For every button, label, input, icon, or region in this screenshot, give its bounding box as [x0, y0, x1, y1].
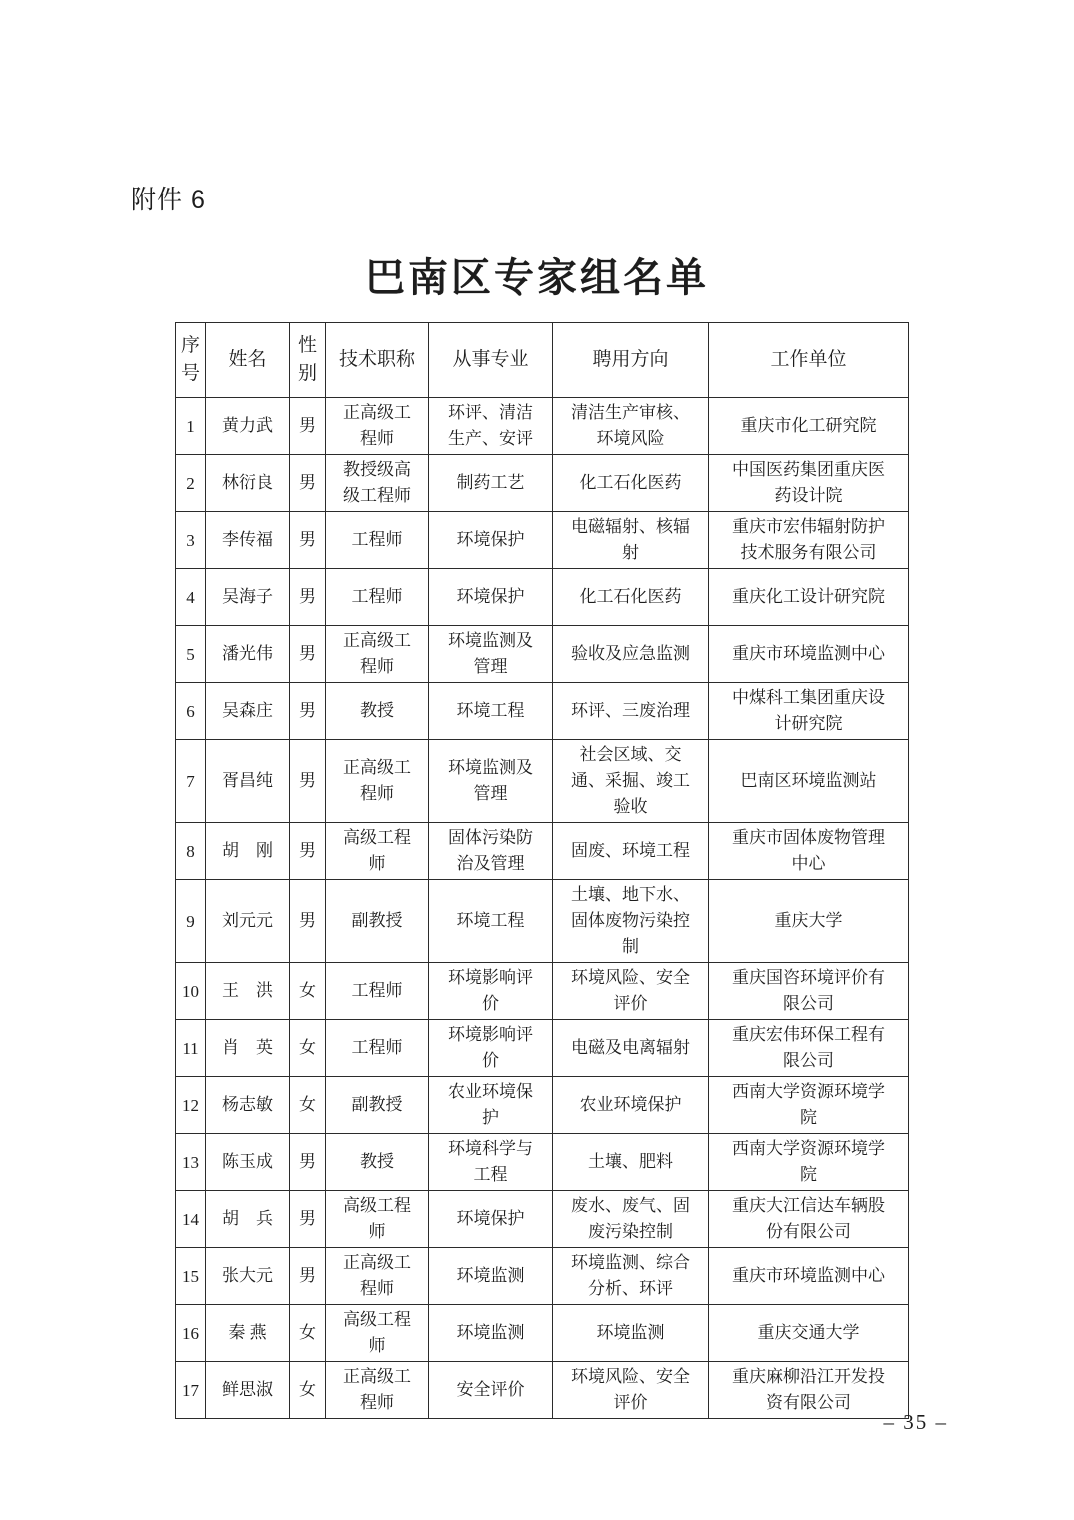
- cell-gender: 男: [290, 880, 326, 963]
- cell-unit: 重庆交通大学: [709, 1305, 909, 1362]
- cell-title: 高级工程师: [326, 1305, 429, 1362]
- cell-direction: 环境监测、综合分析、环评: [553, 1248, 709, 1305]
- cell-seq: 14: [176, 1191, 206, 1248]
- table-row: [176, 1305, 909, 1362]
- cell-major: 环境监测: [429, 1305, 553, 1362]
- cell-seq: 11: [176, 1020, 206, 1077]
- cell-name: 林衍良: [206, 455, 290, 512]
- cell-unit: 重庆大学: [709, 880, 909, 963]
- cell-direction: 社会区域、交通、采掘、竣工验收: [553, 740, 709, 823]
- cell-gender: 女: [290, 1305, 326, 1362]
- table-row: [176, 1077, 909, 1134]
- table-row: [176, 512, 909, 569]
- cell-title: 工程师: [326, 963, 429, 1020]
- cell-unit: 重庆市固体废物管理中心: [709, 823, 909, 880]
- table-row: [176, 569, 909, 626]
- table-row: [176, 1362, 909, 1419]
- table-row: [176, 880, 909, 963]
- table-row: [176, 1191, 909, 1248]
- table-row: [176, 823, 909, 880]
- cell-unit: 西南大学资源环境学院: [709, 1134, 909, 1191]
- page-number: – 35 –: [883, 1410, 948, 1434]
- table-row: [176, 740, 909, 823]
- cell-major: 环境工程: [429, 880, 553, 963]
- cell-direction: 电磁辐射、核辐射: [553, 512, 709, 569]
- cell-gender: 男: [290, 683, 326, 740]
- cell-unit: 重庆市宏伟辐射防护技术服务有限公司: [709, 512, 909, 569]
- cell-name: 胡 兵: [206, 1191, 290, 1248]
- cell-seq: 13: [176, 1134, 206, 1191]
- cell-name: 王 洪: [206, 963, 290, 1020]
- table-row: [176, 963, 909, 1020]
- cell-seq: 8: [176, 823, 206, 880]
- table-header: [176, 323, 909, 398]
- cell-gender: 男: [290, 740, 326, 823]
- cell-name: 李传福: [206, 512, 290, 569]
- cell-direction: 环境监测: [553, 1305, 709, 1362]
- cell-name: 杨志敏: [206, 1077, 290, 1134]
- cell-gender: 男: [290, 626, 326, 683]
- table-header-row: [176, 323, 909, 398]
- cell-name: 胥昌纯: [206, 740, 290, 823]
- cell-seq: 12: [176, 1077, 206, 1134]
- table-row: [176, 398, 909, 455]
- cell-title: 工程师: [326, 569, 429, 626]
- cell-name: 潘光伟: [206, 626, 290, 683]
- cell-name: 胡 刚: [206, 823, 290, 880]
- cell-major: 环境保护: [429, 512, 553, 569]
- cell-major: 制药工艺: [429, 455, 553, 512]
- cell-direction: 清洁生产审核、环境风险: [553, 398, 709, 455]
- cell-direction: 土壤、肥料: [553, 1134, 709, 1191]
- table-row: [176, 626, 909, 683]
- cell-unit: 巴南区环境监测站: [709, 740, 909, 823]
- cell-title: 正高级工程师: [326, 740, 429, 823]
- cell-title: 正高级工程师: [326, 626, 429, 683]
- cell-gender: 女: [290, 1362, 326, 1419]
- cell-major: 环境保护: [429, 569, 553, 626]
- cell-direction: 环评、三废治理: [553, 683, 709, 740]
- cell-gender: 男: [290, 1134, 326, 1191]
- cell-title: 正高级工程师: [326, 1248, 429, 1305]
- cell-major: 环境保护: [429, 1191, 553, 1248]
- cell-unit: 重庆大江信达车辆股份有限公司: [709, 1191, 909, 1248]
- cell-major: 环境监测: [429, 1248, 553, 1305]
- column-header-unit: 工作单位: [709, 323, 909, 398]
- table-row: [176, 1020, 909, 1077]
- page-title: 巴南区专家组名单: [365, 255, 709, 300]
- cell-gender: 男: [290, 1191, 326, 1248]
- cell-gender: 男: [290, 455, 326, 512]
- cell-seq: 6: [176, 683, 206, 740]
- cell-name: 黄力武: [206, 398, 290, 455]
- cell-seq: 15: [176, 1248, 206, 1305]
- cell-title: 副教授: [326, 1077, 429, 1134]
- cell-title: 高级工程师: [326, 823, 429, 880]
- cell-gender: 女: [290, 1077, 326, 1134]
- cell-direction: 环境风险、安全评价: [553, 1362, 709, 1419]
- table-row: [176, 455, 909, 512]
- cell-major: 环境影响评价: [429, 1020, 553, 1077]
- table-row: [176, 1134, 909, 1191]
- cell-major: 农业环境保护: [429, 1077, 553, 1134]
- cell-direction: 验收及应急监测: [553, 626, 709, 683]
- cell-gender: 女: [290, 1020, 326, 1077]
- cell-direction: 土壤、地下水、固体废物污染控制: [553, 880, 709, 963]
- cell-title: 教授: [326, 1134, 429, 1191]
- cell-gender: 男: [290, 569, 326, 626]
- cell-direction: 化工石化医药: [553, 569, 709, 626]
- cell-major: 环境工程: [429, 683, 553, 740]
- cell-major: 环境影响评价: [429, 963, 553, 1020]
- cell-direction: 农业环境保护: [553, 1077, 709, 1134]
- cell-unit: 中国医药集团重庆医药设计院: [709, 455, 909, 512]
- cell-name: 张大元: [206, 1248, 290, 1305]
- table-row: [176, 683, 909, 740]
- table-body: [176, 398, 909, 1419]
- cell-direction: 化工石化医药: [553, 455, 709, 512]
- cell-name: 秦 燕: [206, 1305, 290, 1362]
- cell-seq: 16: [176, 1305, 206, 1362]
- cell-seq: 1: [176, 398, 206, 455]
- cell-major: 安全评价: [429, 1362, 553, 1419]
- cell-unit: 中煤科工集团重庆设计研究院: [709, 683, 909, 740]
- column-header-direction: 聘用方向: [553, 323, 709, 398]
- cell-major: 环境监测及管理: [429, 740, 553, 823]
- cell-direction: 废水、废气、固废污染控制: [553, 1191, 709, 1248]
- cell-unit: 重庆麻柳沿江开发投资有限公司: [709, 1362, 909, 1419]
- cell-seq: 3: [176, 512, 206, 569]
- cell-seq: 4: [176, 569, 206, 626]
- attachment-label: 附件 6: [131, 186, 206, 214]
- cell-seq: 17: [176, 1362, 206, 1419]
- cell-name: 吴海子: [206, 569, 290, 626]
- cell-direction: 固废、环境工程: [553, 823, 709, 880]
- cell-title: 工程师: [326, 512, 429, 569]
- cell-major: 环境科学与工程: [429, 1134, 553, 1191]
- cell-title: 正高级工程师: [326, 398, 429, 455]
- cell-title: 教授: [326, 683, 429, 740]
- cell-gender: 女: [290, 963, 326, 1020]
- cell-unit: 重庆市化工研究院: [709, 398, 909, 455]
- cell-name: 鲜思淑: [206, 1362, 290, 1419]
- cell-seq: 5: [176, 626, 206, 683]
- cell-title: 正高级工程师: [326, 1362, 429, 1419]
- cell-seq: 7: [176, 740, 206, 823]
- cell-direction: 电磁及电离辐射: [553, 1020, 709, 1077]
- cell-major: 环评、清洁生产、安评: [429, 398, 553, 455]
- cell-title: 教授级高级工程师: [326, 455, 429, 512]
- cell-gender: 男: [290, 398, 326, 455]
- experts-table: [175, 322, 909, 1419]
- cell-gender: 男: [290, 512, 326, 569]
- cell-unit: 重庆市环境监测中心: [709, 626, 909, 683]
- column-header-seq: 序号: [176, 323, 206, 398]
- cell-gender: 男: [290, 823, 326, 880]
- column-header-title: 技术职称: [326, 323, 429, 398]
- cell-gender: 男: [290, 1248, 326, 1305]
- cell-name: 陈玉成: [206, 1134, 290, 1191]
- cell-major: 环境监测及管理: [429, 626, 553, 683]
- cell-unit: 重庆化工设计研究院: [709, 569, 909, 626]
- column-header-gender: 性别: [290, 323, 326, 398]
- cell-name: 肖 英: [206, 1020, 290, 1077]
- cell-title: 工程师: [326, 1020, 429, 1077]
- cell-title: 副教授: [326, 880, 429, 963]
- cell-seq: 2: [176, 455, 206, 512]
- cell-unit: 重庆市环境监测中心: [709, 1248, 909, 1305]
- cell-title: 高级工程师: [326, 1191, 429, 1248]
- column-header-major: 从事专业: [429, 323, 553, 398]
- cell-direction: 环境风险、安全评价: [553, 963, 709, 1020]
- cell-seq: 10: [176, 963, 206, 1020]
- table-row: [176, 1248, 909, 1305]
- cell-unit: 重庆宏伟环保工程有限公司: [709, 1020, 909, 1077]
- cell-seq: 9: [176, 880, 206, 963]
- cell-unit: 重庆国咨环境评价有限公司: [709, 963, 909, 1020]
- cell-unit: 西南大学资源环境学院: [709, 1077, 909, 1134]
- cell-name: 吴森庄: [206, 683, 290, 740]
- cell-major: 固体污染防治及管理: [429, 823, 553, 880]
- column-header-name: 姓名: [206, 323, 290, 398]
- cell-name: 刘元元: [206, 880, 290, 963]
